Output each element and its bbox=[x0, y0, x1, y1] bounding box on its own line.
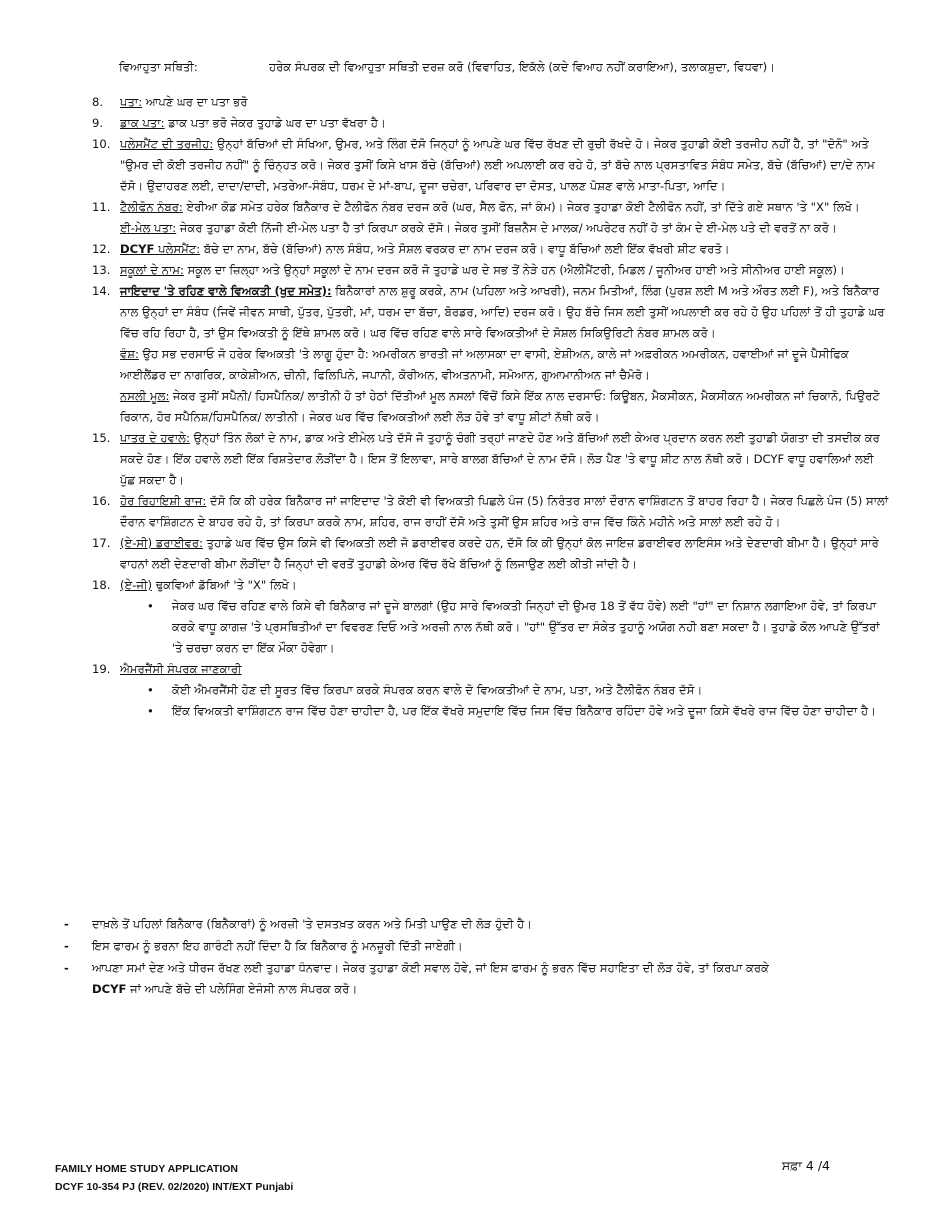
bullet-list bbox=[120, 680, 892, 722]
item-label: ਜਾਇਦਾਦ 'ਤੇ ਰਹਿਣ ਵਾਲੇ ਵਿਅਕਤੀ (ਖੁਦ ਸਮੇਤ): bbox=[120, 284, 332, 298]
instruction-item-8: 8. ਪਤਾ: ਆਪਣੇ ਘਰ ਦਾ ਪਤਾ ਭਰੋ bbox=[92, 95, 248, 109]
race-note: ਵੰਸ਼: ਉਹ ਸਭ ਦਰਸਾਓ ਜੋ ਹਰੇਕ ਵਿਅਕਤੀ 'ਤੇ ਲਾਗੂ ਹੁੰਦਾ ਹੈ: ਅਮਰੀਕਨ ਭਾਰਤੀ ਜਾਂ ਅਲਾਸਕਾ ਦਾ ਵਾਸੀ, ਏਸ਼ੀਅਨ, ਕਾਲੇ ਜਾਂ ਅਫ਼ਰੀਕਨ ਅਮਰੀਕਨ, ਹਵਾਈਆਂ ਜਾਂ ਦੂਜੇ ਪੈਸੀਫਿਕ ਆਈਲੈਂਡਰ ਦਾ ਨਾਗਰਿਕ, ਕਾਕੇਸ਼ੀਅਨ, ਚੀਨੀ, ਫਿਲਿਪਿਨੇ, ਜਪਾਨੀ, ਕੋਰੀਅਨ, ਵੀਅਤਨਾਮੀ, ਸਮੋਆਨ, ਗੁਆਮਾਨੀਅਨ ਜਾਂ ਚੈਮੋਰੋ। bbox=[120, 347, 849, 382]
instruction-item-12: 12. DCYF ਪਲੇਸਮੈਂਟ: ਬੱਚੇ ਦਾ ਨਾਮ, ਬੱਚੇ (ਬੱਚਿਆਂ) ਨਾਲ ਸੰਬੰਧ, ਅਤੇ ਸੋਸ਼ਲ ਵਰਕਰ ਦਾ ਨਾਮ ਦਰਜ ਕਰੋ। ਵਾਧੂ ਬੱਚਿਆਂ ਲਈ ਇੱਕ ਵੱਖਰੀ ਸ਼ੀਟ ਵਰਤੋ। bbox=[92, 242, 730, 256]
item-label: ਪਤਾ: bbox=[120, 95, 143, 109]
instruction-item-17: 17. (ਏ-ਸੀ) ਡਰਾਈਵਰ: ਤੁਹਾਡੇ ਘਰ ਵਿੱਚ ਉਸ ਕਿਸੇ ਵੀ ਵਿਅਕਤੀ ਲਈ ਜੋ ਡਰਾਈਵਰ ਕਰਦੇ ਹਨ, ਦੱਸੋ ਕਿ ਕੀ ਉਨ੍ਹਾਂ ਕੋਲ ਜਾਇਜ਼ ਡਰਾਈਵਰ ਲਾਇਸੰਸ ਅਤੇ ਦੇਣਦਾਰੀ ਬੀਮਾ ਹੈ। ਉਨ੍ਹਾਂ ਸਾਰੇ ਵਾਹਨਾਂ ਲਈ ਦੇਣਦਾਰੀ ਬੀਮਾ ਲੋੜੀਂਦਾ ਹੈ ਜਿਨ੍ਹਾਂ ਦੀ ਵਰਤੋਂ ਤੁਹਾਡੀ ਕੇਅਰ ਵਿੱਚ ਰੱਖੇ ਬੱਚਿਆਂ ਨੂੰ ਲਿਜਾਉਣ ਲਈ ਕੀਤੀ ਜਾਂਦੀ ਹੈ। bbox=[92, 536, 879, 571]
marital-status-note bbox=[119, 57, 919, 78]
item-label: ਪਾਤਰ ਦੇ ਹਵਾਲੇ: bbox=[120, 431, 190, 445]
ethnic-origin-note: ਨਸਲੀ ਮੂਲ: ਜੇਕਰ ਤੁਸੀਂ ਸਪੈਨੀ/ ਹਿਸਪੈਨਿਕ/ ਲਾਤੀਨੀ ਹੋ ਤਾਂ ਹੇਠਾਂ ਦਿੱਤੀਆਂ ਮੂਲ ਨਸਲਾਂ ਵਿੱਚੋਂ ਕਿਸੇ ਇੱਕ ਨਾਲ ਦਰਸਾਓ: ਕਿਊਬਨ, ਮੈਕਸੀਕਨ, ਮੈਕਸੀਕਨ ਅਮਰੀਕਨ ਜਾਂ ਚਿਕਾਨੋ, ਪਿਉਰਟੋ ਰਿਕਾਨ, ਹੋਰ ਸਪੈਨਿਸ਼/ਹਿਸਪੈਨਿਕ/ ਲਾਤੀਨੀ। ਜੇਕਰ ਘਰ ਵਿੱਚ ਵਿਅਕਤੀਆਂ ਲਈ ਲੋੜ ਹੋਵੇ ਤਾਂ ਵਾਧੂ ਸ਼ੀਟਾਂ ਨੱਥੀ ਕਰੋ। bbox=[120, 389, 880, 424]
item-label: ਸਕੂਲਾਂ ਦੇ ਨਾਮ: bbox=[120, 263, 184, 277]
form-id: DCYF 10-354 PJ (REV. 02/2020) INT/EXT Punjabi bbox=[55, 1181, 294, 1193]
item-label: ਟੈਲੀਫੋਨ ਨੰਬਰ: bbox=[120, 200, 183, 214]
instruction-item-11: 11. ਟੈਲੀਫੋਨ ਨੰਬਰ: ਏਰੀਆ ਕੋਡ ਸਮੇਤ ਹਰੇਕ ਬਿਨੈਕਾਰ ਦੇ ਟੈਲੀਫੋਨ ਨੰਬਰ ਦਰਜ ਕਰੋ (ਘਰ, ਸੈਲ ਫੋਨ, ਜਾਂ ਕੰਮ)। ਜੇਕਰ ਤੁਹਾਡਾ ਕੋਈ ਟੈਲੀਫੋਨ ਨਹੀਂ, ਤਾਂ ਦਿੱਤੇ ਗਏ ਸਥਾਨ 'ਤੇ "X" ਲਿਖੋ। ਈ-ਮੇਲ ਪਤਾ: ਜੇਕਰ ਤੁਹਾਡਾ ਕੋਈ ਨਿੱਜੀ ਈ-ਮੇਲ ਪਤਾ ਹੈ ਤਾਂ ਕਿਰਪਾ ਕਰਕੇ ਦੱਸੋ। ਜੇਕਰ ਤੁਸੀਂ ਬਿਜ਼ਨੈਸ ਦੇ ਮਾਲਕ/ ਅਪਰੇਟਰ ਨਹੀਂ ਹੋ ਤਾਂ ਕੰਮ ਦੇ ਈ-ਮੇਲ ਪਤੇ ਦੀ ਵਰਤੋਂ ਨਾ ਕਰੋ। bbox=[92, 197, 892, 239]
instruction-item-19: 19. ਐਮਰਜੈਂਸੀ ਸੰਪਰਕ ਜਾਣਕਾਰੀ • ਕੋਈ ਐਮਰਜੈਂਸੀ ਹੋਣ ਦੀ ਸੂਰਤ ਵਿੱਚ ਕਿਰਪਾ ਕਰਕੇ ਸੰਪਰਕ ਕਰਨ ਵਾਲੇ ਦੋ ਵਿਅਕਤੀਆਂ ਦੇ ਨਾਮ, ਪਤਾ, ਅਤੇ ਟੈਲੀਫੋਨ ਨੰਬਰ ਦੱਸੋ। • ਇੱਕ ਵਿਅਕਤੀ ਵਾਸ਼ਿੰਗਟਨ ਰਾਜ ਵਿੱਚ ਹੋਣਾ ਚਾਹੀਦਾ ਹੈ, ਪਰ ਇੱਕ ਵੱਖਰੇ ਸਮੁਦਾਇ ਵਿੱਚ ਜਿਸ ਵਿੱਚ ਬਿਨੈਕਾਰ ਰਹਿੰਦਾ ਹੋਵੇ ਅਤੇ ਦੂਜਾ ਕਿਸੇ ਵੱਖਰੇ ਰਾਜ ਵਿੱਚ ਹੋਣਾ ਚਾਹੀਦਾ ਹੈ। bbox=[92, 659, 892, 722]
note-signature: - ਦਾਖ਼ਲੇ ਤੋਂ ਪਹਿਲਾਂ ਬਿਨੈਕਾਰ (ਬਿਨੈਕਾਰਾਂ) ਨੂੰ ਅਰਜ਼ੀ 'ਤੇ ਦਸਤਖ਼ਤ ਕਰਨ ਅਤੇ ਮਿਤੀ ਪਾਉਣ ਦੀ ਲੋੜ ਹੁੰਦੀ ਹੈ। bbox=[64, 914, 894, 935]
bullet-list bbox=[120, 596, 892, 659]
instruction-item-15: 15. ਪਾਤਰ ਦੇ ਹਵਾਲੇ: ਉਨ੍ਹਾਂ ਤਿੰਨ ਲੋਕਾਂ ਦੇ ਨਾਮ, ਡਾਕ ਅਤੇ ਈਮੇਲ ਪਤੇ ਦੱਸੋ ਜੋ ਤੁਹਾਨੂੰ ਚੰਗੀ ਤਰ੍ਹਾਂ ਜਾਣਦੇ ਹੋਣ ਅਤੇ ਬੱਚਿਆਂ ਲਈ ਕੇਅਰ ਪ੍ਰਦਾਨ ਕਰਨ ਲਈ ਤੁਹਾਡੀ ਯੋਗਤਾ ਦੀ ਤਸਦੀਕ ਕਰ ਸਕਦੇ ਹੋਣ। ਇੱਕ ਹਵਾਲੇ ਲਈ ਇੱਕ ਰਿਸ਼ਤੇਦਾਰ ਲੋੜੀਂਦਾ ਹੈ। ਇਸ ਤੋਂ ਇਲਾਵਾ, ਸਾਰੇ ਬਾਲਗ ਬੱਚਿਆਂ ਦੇ ਨਾਮ ਦੱਸੋ। ਲੋੜ ਪੈਣ 'ਤੇ ਵਾਧੂ ਸ਼ੀਟ ਨਾਲ ਨੱਥੀ ਕਰੋ। DCYF ਵਾਧੂ ਹਵਾਲਿਆਂ ਲਈ ਪੁੱਛ ਸਕਦਾ ਹੈ। bbox=[92, 431, 880, 487]
item-label: ਪਲੇਸਮੈਂਟ ਦੀ ਤਰਜੀਹ: bbox=[120, 137, 214, 151]
bullet-item: • ਕੋਈ ਐਮਰਜੈਂਸੀ ਹੋਣ ਦੀ ਸੂਰਤ ਵਿੱਚ ਕਿਰਪਾ ਕਰਕੇ ਸੰਪਰਕ ਕਰਨ ਵਾਲੇ ਦੋ ਵਿਅਕਤੀਆਂ ਦੇ ਨਾਮ, ਪਤਾ, ਅਤੇ ਟੈਲੀਫੋਨ ਨੰਬਰ ਦੱਸੋ। bbox=[172, 680, 892, 701]
instruction-item-10: 10. ਪਲੇਸਮੈਂਟ ਦੀ ਤਰਜੀਹ: ਉਨ੍ਹਾਂ ਬੱਚਿਆਂ ਦੀ ਸੰਖਿਆ, ਉਮਰ, ਅਤੇ ਲਿੰਗ ਦੱਸੋ ਜਿਨ੍ਹਾਂ ਨੂੰ ਆਪਣੇ ਘਰ ਵਿੱਚ ਰੱਖਣ ਦੀ ਰੁਚੀ ਰੱਖਦੇ ਹੋ। ਜੇਕਰ ਤੁਹਾਡੀ ਕੋਈ ਤਰਜੀਹ ਨਹੀਂ ਹੈ, ਤਾਂ "ਦੋਨੋ" ਅਤੇ "ਉਮਰ ਦੀ ਕੋਈ ਤਰਜੀਹ ਨਹੀਂ" ਨੂੰ ਚਿੰਨ੍ਹਤ ਕਰੋ। ਜੇਕਰ ਤੁਸੀਂ ਕਿਸੇ ਖਾਸ ਬੱਚੇ (ਬੱਚਿਆਂ) ਲਈ ਅਪਲਾਈ ਕਰ ਰਹੇ ਹੋ, ਤਾਂ ਬੱਚੇ ਨਾਲ ਪ੍ਰਸਤਾਵਿਤ ਸੰਬੰਧ ਸਮੇਤ, ਬੱਚੇ (ਬੱਚਿਆਂ) ਦਾ/ਦੇ ਨਾਮ ਦੱਸੋ। ਉਦਾਹਰਣ ਲਈ, ਦਾਦਾ/ਦਾਦੀ, ਮਤਰੇਆ-ਸੰਬੰਧ, ਧਰਮ ਦੇ ਮਾਂ-ਬਾਪ, ਦੂਜਾ ਚਚੇਰਾ, ਪਰਿਵਾਰ ਦਾ ਦੋਸਤ, ਪਾਲਣ ਪੋਸ਼ਣ ਵਾਲੇ ਮਾਤਾ-ਪਿਤਾ, ਆਦਿ। bbox=[92, 137, 875, 193]
instruction-item-9: 9. ਡਾਕ ਪਤਾ: ਡਾਕ ਪਤਾ ਭਰੋ ਜੇਕਰ ਤੁਹਾਡੇ ਘਰ ਦਾ ਪਤਾ ਵੱਖਰਾ ਹੈ। bbox=[92, 116, 386, 130]
note-thanks: - ਆਪਣਾ ਸਮਾਂ ਦੇਣ ਅਤੇ ਧੀਰਜ ਰੱਖਣ ਲਈ ਤੁਹਾਡਾ ਧੰਨਵਾਦ। ਜੇਕਰ ਤੁਹਾਡਾ ਕੋਈ ਸਵਾਲ ਹੋਵੇ, ਜਾਂ ਇਸ ਫਾਰਮ ਨੂੰ ਭਰਨ ਵਿੱਚ ਸਹਾਇਤਾ ਦੀ ਲੋੜ ਹੋਵੇ, ਤਾਂ ਕਿਰਪਾ ਕਰਕੇ DCYF ਜਾਂ ਆਪਣੇ ਬੱਚੇ ਦੀ ਪਲੇਸਿੰਗ ਏਜੰਸੀ ਨਾਲ ਸੰਪਰਕ ਕਰੋ। bbox=[64, 958, 894, 1000]
item-label: ਐਮਰਜੈਂਸੀ ਸੰਪਰਕ ਜਾਣਕਾਰੀ bbox=[120, 662, 242, 676]
instruction-item-13: 13. ਸਕੂਲਾਂ ਦੇ ਨਾਮ: ਸਕੂਲ ਦਾ ਜ਼ਿਲ੍ਹਾ ਅਤੇ ਉਨ੍ਹਾਂ ਸਕੂਲਾਂ ਦੇ ਨਾਮ ਦਰਜ ਕਰੋ ਜੋ ਤੁਹਾਡੇ ਘਰ ਦੇ ਸਭ ਤੋਂ ਨੇੜੇ ਹਨ (ਐਲੀਮੈਂਟਰੀ, ਮਿਡਲ / ਜੂਨੀਅਰ ਹਾਈ ਅਤੇ ਸੀਨੀਅਰ ਹਾਈ ਸਕੂਲ)। bbox=[92, 263, 845, 277]
item-label: ਹੋਰ ਰਿਹਾਇਸ਼ੀ ਰਾਜ: bbox=[120, 494, 207, 508]
page-number: ਸਫ਼ਾ 4 /4 bbox=[781, 1158, 830, 1173]
instruction-item-18: 18. (ਏ-ਜੀ) ਢੁਕਵਿਆਂ ਡੱਬਿਆਂ 'ਤੇ "X" ਲਿਖੋ। • ਜੇਕਰ ਘਰ ਵਿੱਚ ਰਹਿਣ ਵਾਲੇ ਕਿਸੇ ਵੀ ਬਿਨੈਕਾਰ ਜਾਂ ਦੂਜੇ ਬਾਲਗਾਂ (ਉਹ ਸਾਰੇ ਵਿਅਕਤੀ ਜਿਨ੍ਹਾਂ ਦੀ ਉਮਰ 18 ਤੋਂ ਵੱਧ ਹੋਵੇ) ਲਈ "ਹਾਂ" ਦਾ ਨਿਸ਼ਾਨ ਲਗਾਇਆ ਹੋਵੇ, ਤਾਂ ਕਿਰਪਾ ਕਰਕੇ ਵਾਧੂ ਕਾਗਜ਼ 'ਤੇ ਪ੍ਰਸਥਿਤੀਆਂ ਦਾ ਵਿਵਰਣ ਦਿਓ ਅਤੇ ਅਰਜ਼ੀ ਨਾਲ ਨੱਥੀ ਕਰੋ। "ਹਾਂ" ਉੱਤਰ ਦਾ ਸੰਕੇਤ ਤੁਹਾਨੂੰ ਅਯੋਗ ਨਹੀ ਬਣਾ ਸਕਦਾ ਹੈ। ਤੁਹਾਡੇ ਕੋਲ ਆਪਣੇ ਉੱਤਰਾਂ 'ਤੇ ਚਰਚਾ ਕਰਨ ਦਾ ਇੱਕ ਮੌਕਾ ਹੋਵੇਗਾ। bbox=[92, 575, 892, 659]
marital-status-text: ਹਰੇਕ ਸੰਪਰਕ ਦੀ ਵਿਆਹੁਤਾ ਸਥਿਤੀ ਦਰਜ਼ ਕਰੋ (ਵਿਵਾਹਿਤ, ਇਕੱਲੇ (ਕਦੇ ਵਿਆਹ ਨਹੀਂ ਕਰਾਇਆ), ਤਲਾਕਸ਼ੁਦਾ, ਵਿਧਵਾ)। bbox=[269, 60, 775, 74]
instruction-item-16: 16. ਹੋਰ ਰਿਹਾਇਸ਼ੀ ਰਾਜ: ਦੱਸੋ ਕਿ ਕੀ ਹਰੇਕ ਬਿਨੈਕਾਰ ਜਾਂ ਜਾਇਦਾਦ 'ਤੇ ਕੋਈ ਵੀ ਵਿਅਕਤੀ ਪਿਛਲੇ ਪੰਜ (5) ਨਿਰੰਤਰ ਸਾਲਾਂ ਦੌਰਾਨ ਵਾਸ਼ਿੰਗਟਨ ਤੋਂ ਬਾਹਰ ਰਿਹਾ ਹੈ। ਜੇਕਰ ਪਿਛਲੇ ਪੰਜ (5) ਸਾਲਾਂ ਦੌਰਾਨ ਵਾਸ਼ਿੰਗਟਨ ਦੇ ਬਾਹਰ ਰਹੇ ਹੋ, ਤਾਂ ਕਿਰਪਾ ਕਰਕੇ ਨਾਮ, ਸ਼ਹਿਰ, ਰਾਜ ਰਾਹੀਂ ਦੱਸੋ ਅਤੇ ਤੁਸੀਂ ਉਸ ਸ਼ਹਿਰ ਅਤੇ ਰਾਜ ਵਿੱਚ ਕਿੰਨੇ ਮਹੀਨੇ ਅਤੇ ਸਾਲਾਂ ਲਈ ਰਹੇ ਹੋ। bbox=[92, 494, 889, 529]
note-no-guarantee: - ਇਸ ਫਾਰਮ ਨੂੰ ਭਰਨਾ ਇਹ ਗਾਰੰਟੀ ਨਹੀਂ ਦਿੰਦਾ ਹੈ ਕਿ ਬਿਨੈਕਾਰ ਨੂੰ ਮਨਜ਼ੂਰੀ ਦਿੱਤੀ ਜਾਏਗੀ। bbox=[64, 936, 894, 957]
item-label: ਡਾਕ ਪਤਾ: bbox=[120, 116, 165, 130]
closing-notes bbox=[64, 914, 894, 1001]
marital-status-label: ਵਿਆਹੁਤਾ ਸਥਿਤੀ: bbox=[119, 60, 198, 74]
instruction-list bbox=[92, 92, 892, 722]
bullet-item: • ਜੇਕਰ ਘਰ ਵਿੱਚ ਰਹਿਣ ਵਾਲੇ ਕਿਸੇ ਵੀ ਬਿਨੈਕਾਰ ਜਾਂ ਦੂਜੇ ਬਾਲਗਾਂ (ਉਹ ਸਾਰੇ ਵਿਅਕਤੀ ਜਿਨ੍ਹਾਂ ਦੀ ਉਮਰ 18 ਤੋਂ ਵੱਧ ਹੋਵੇ) ਲਈ "ਹਾਂ" ਦਾ ਨਿਸ਼ਾਨ ਲਗਾਇਆ ਹੋਵੇ, ਤਾਂ ਕਿਰਪਾ ਕਰਕੇ ਵਾਧੂ ਕਾਗਜ਼ 'ਤੇ ਪ੍ਰਸਥਿਤੀਆਂ ਦਾ ਵਿਵਰਣ ਦਿਓ ਅਤੇ ਅਰਜ਼ੀ ਨਾਲ ਨੱਥੀ ਕਰੋ। "ਹਾਂ" ਉੱਤਰ ਦਾ ਸੰਕੇਤ ਤੁਹਾਨੂੰ ਅਯੋਗ ਨਹੀ ਬਣਾ ਸਕਦਾ ਹੈ। ਤੁਹਾਡੇ ਕੋਲ ਆਪਣੇ ਉੱਤਰਾਂ 'ਤੇ ਚਰਚਾ ਕਰਨ ਦਾ ਇੱਕ ਮੌਕਾ ਹੋਵੇਗਾ। bbox=[172, 596, 892, 659]
form-footer bbox=[55, 1160, 293, 1196]
bullet-item: • ਇੱਕ ਵਿਅਕਤੀ ਵਾਸ਼ਿੰਗਟਨ ਰਾਜ ਵਿੱਚ ਹੋਣਾ ਚਾਹੀਦਾ ਹੈ, ਪਰ ਇੱਕ ਵੱਖਰੇ ਸਮੁਦਾਇ ਵਿੱਚ ਜਿਸ ਵਿੱਚ ਬਿਨੈਕਾਰ ਰਹਿੰਦਾ ਹੋਵੇ ਅਤੇ ਦੂਜਾ ਕਿਸੇ ਵੱਖਰੇ ਰਾਜ ਵਿੱਚ ਹੋਣਾ ਚਾਹੀਦਾ ਹੈ। bbox=[172, 701, 892, 722]
item-label: DCYF ਪਲੇਸਮੈਂਟ: bbox=[120, 242, 201, 256]
form-title: FAMILY HOME STUDY APPLICATION bbox=[55, 1163, 238, 1175]
email-note: ਈ-ਮੇਲ ਪਤਾ: ਜੇਕਰ ਤੁਹਾਡਾ ਕੋਈ ਨਿੱਜੀ ਈ-ਮੇਲ ਪਤਾ ਹੈ ਤਾਂ ਕਿਰਪਾ ਕਰਕੇ ਦੱਸੋ। ਜੇਕਰ ਤੁਸੀਂ ਬਿਜ਼ਨੈਸ ਦੇ ਮਾਲਕ/ ਅਪਰੇਟਰ ਨਹੀਂ ਹੋ ਤਾਂ ਕੰਮ ਦੇ ਈ-ਮੇਲ ਪਤੇ ਦੀ ਵਰਤੋਂ ਨਾ ਕਰੋ। bbox=[120, 221, 837, 235]
item-label: (ਏ-ਸੀ) ਡਰਾਈਵਰ: bbox=[120, 536, 203, 550]
instruction-item-14: 14. ਜਾਇਦਾਦ 'ਤੇ ਰਹਿਣ ਵਾਲੇ ਵਿਅਕਤੀ (ਖੁਦ ਸਮੇਤ): ਬਿਨੈਕਾਰਾਂ ਨਾਲ ਸ਼ੁਰੂ ਕਰਕੇ, ਨਾਮ (ਪਹਿਲਾ ਅਤੇ ਆਖਰੀ), ਜਨਮ ਮਿਤੀਆਂ, ਲਿੰਗ (ਪੁਰਸ਼ ਲਈ M ਅਤੇ ਔਰਤ ਲਈ F), ਅਤੇ ਬਿਨੈਕਾਰ ਨਾਲ ਉਨ੍ਹਾਂ ਦਾ ਸੰਬੰਧ (ਜਿਵੇਂ ਜੀਵਨ ਸਾਥੀ, ਪੁੱਤਰ, ਪੁੱਤਰੀ, ਮਾਂ, ਧਰਮ ਦਾ ਬੱਚਾ, ਬੋਰਡਰ, ਆਦਿ) ਦਰਜ ਕਰੋ। ਉਹ ਬੱਚੇ ਜਿਸ ਲਈ ਤੁਸੀਂ ਅਪਲਾਈ ਕਰ ਰਹੇ ਹੋ ਉਹ ਪਹਿਲਾਂ ਤੋਂ ਹੀ ਤੁਹਾਡੇ ਘਰ ਵਿੱਚ ਰਹਿ ਰਿਹਾ ਹੈ, ਤਾਂ ਉਸ ਵਿਅਕਤੀ ਨੂੰ ਇੱਥੇ ਸ਼ਾਮਲ ਕਰੋ। ਘਰ ਵਿੱਚ ਰਹਿਣ ਵਾਲੇ ਸਾਰੇ ਵਿਅਕਤੀਆਂ ਦੇ ਸੋਸ਼ਲ ਸਿਕਿਉਰਿਟੀ ਨੰਬਰ ਸ਼ਾਮਲ ਕਰੋ। ਵੰਸ਼: ਉਹ ਸਭ ਦਰਸਾਓ ਜੋ ਹਰੇਕ ਵਿਅਕਤੀ 'ਤੇ ਲਾਗੂ ਹੁੰਦਾ ਹੈ: ਅਮਰੀਕਨ ਭਾਰਤੀ ਜਾਂ ਅਲਾਸਕਾ ਦਾ ਵਾਸੀ, ਏਸ਼ੀਅਨ, ਕਾਲੇ ਜਾਂ ਅਫ਼ਰੀਕਨ ਅਮਰੀਕਨ, ਹਵਾਈਆਂ ਜਾਂ ਦੂਜੇ ਪੈਸੀਫਿਕ ਆਈਲੈਂਡਰ ਦਾ ਨਾਗਰਿਕ, ਕਾਕੇਸ਼ੀਅਨ, ਚੀਨੀ, ਫਿਲਿਪਿਨੇ, ਜਪਾਨੀ, ਕੋਰੀਅਨ, ਵੀਅਤਨਾਮੀ, ਸਮੋਆਨ, ਗੁਆਮਾਨੀਅਨ ਜਾਂ ਚੈਮੋਰੋ। ਨਸਲੀ ਮੂਲ: ਜੇਕਰ ਤੁਸੀਂ ਸਪੈਨੀ/ ਹਿਸਪੈਨਿਕ/ ਲਾਤੀਨੀ ਹੋ ਤਾਂ ਹੇਠਾਂ ਦਿੱਤੀਆਂ ਮੂਲ ਨਸਲਾਂ ਵਿੱਚੋਂ ਕਿਸੇ ਇੱਕ ਨਾਲ ਦਰਸਾਓ: ਕਿਊਬਨ, ਮੈਕਸੀਕਨ, ਮੈਕਸੀਕਨ ਅਮਰੀਕਨ ਜਾਂ ਚਿਕਾਨੋ, ਪਿਉਰਟੋ ਰਿਕਾਨ, ਹੋਰ ਸਪੈਨਿਸ਼/ਹਿਸਪੈਨਿਕ/ ਲਾਤੀਨੀ। ਜੇਕਰ ਘਰ ਵਿੱਚ ਵਿਅਕਤੀਆਂ ਲਈ ਲੋੜ ਹੋਵੇ ਤਾਂ ਵਾਧੂ ਸ਼ੀਟਾਂ ਨੱਥੀ ਕਰੋ। bbox=[92, 281, 892, 428]
item-label: (ਏ-ਜੀ) bbox=[120, 578, 153, 592]
